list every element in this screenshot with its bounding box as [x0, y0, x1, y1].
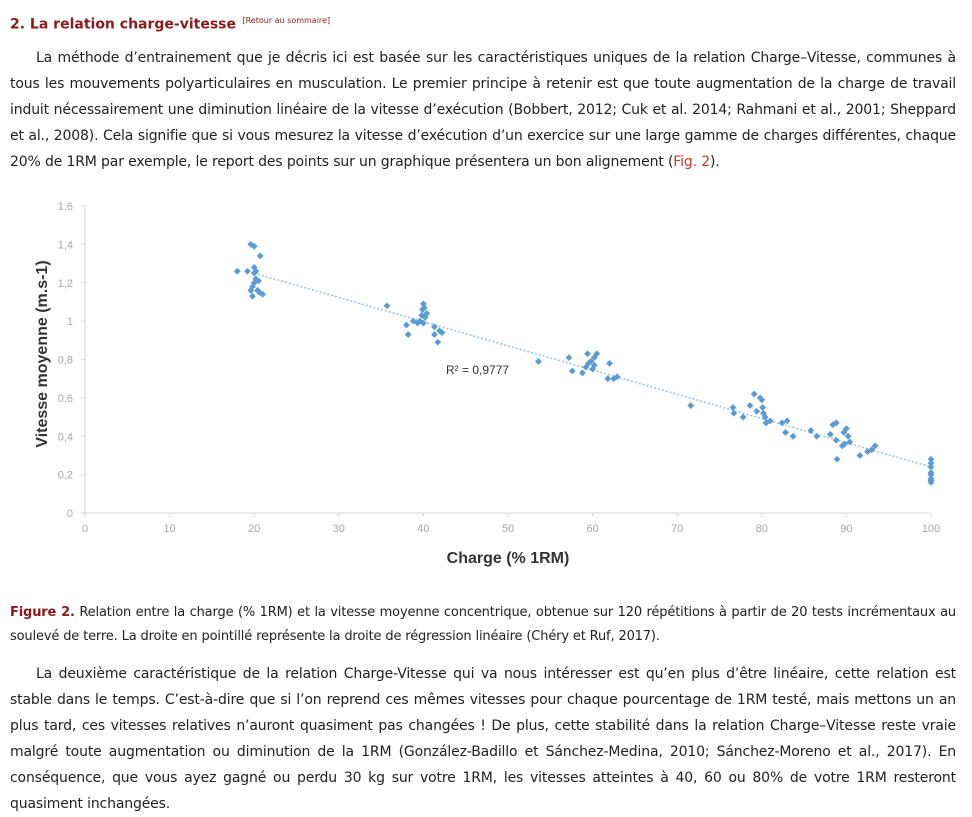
chart-data-point: [566, 354, 573, 361]
chart-data-point: [403, 322, 410, 329]
chart-data-point: [751, 391, 758, 398]
chart-x-tick-label: 70: [671, 523, 684, 535]
chart-x-tick-label: 100: [921, 523, 941, 535]
chart-y-axis-title: Vitesse moyenne (m.s-1): [34, 260, 51, 448]
chart-x-tick-label: 10: [163, 523, 176, 535]
section-heading: [10, 11, 330, 35]
chart-data-point: [604, 375, 611, 382]
chart-x-tick-label: 30: [332, 523, 345, 535]
paragraph-2: [10, 661, 956, 817]
paragraph-1-text: La méthode d’entrainement que je décris ici est basée sur les caractéristiques uniques de la relation Charge–Vitesse, communes à tous les mouvements polyarticulaires en musculation. Le premier principe à retenir est que toute augmentation de la charge de travail induit nécessairement une diminution linéaire de la vitesse d’exécution (Bobbert, 2012; Cuk et al. 2014; Rahmani et al., 2001; Sheppard et al., 2008). Cela signifie que si vous mesurez la vitesse d’exécution d’un exercice sur une large gamme de charges différentes, chaque 20% de 1RM par exemple, le report des points sur un graphique présentera un bon alignement (: [10, 50, 956, 170]
back-to-contents-link[interactable]: [Retour au sommaire]: [242, 16, 331, 25]
chart-y-tick-label: 1,6: [57, 201, 73, 213]
chart-x-tick-label: 40: [417, 523, 430, 535]
chart-y-tick-label: 0,2: [57, 469, 73, 482]
chart-data-point: [790, 433, 797, 440]
chart-x-tick-label: 50: [501, 523, 515, 535]
chart-data-point: [579, 370, 586, 377]
section-title: 2. La relation charge-vitesse: [10, 16, 236, 33]
chart-x-tick-label: 80: [755, 523, 768, 535]
figure-caption-label: Figure 2.: [10, 605, 75, 620]
chart-y-tick-label: 1,4: [57, 239, 73, 252]
chart-data-point: [434, 339, 441, 346]
chart-data-point: [257, 252, 264, 259]
chart-data-point: [687, 402, 694, 409]
chart-data-point: [535, 358, 542, 365]
paragraph-1-end: ).: [710, 154, 720, 170]
chart-data-point: [740, 414, 747, 421]
chart-data-point: [857, 452, 864, 459]
chart-data-point: [606, 360, 613, 367]
chart-data-point: [813, 433, 820, 440]
chart-data-point: [584, 350, 591, 357]
chart-data-point: [782, 429, 789, 436]
chart-data-point: [431, 331, 438, 338]
chart-x-tick-label: 0: [81, 523, 89, 535]
chart-data-point: [405, 331, 412, 338]
chart-x-tick-label: 20: [248, 523, 261, 535]
chart-annotation-r2: R² = 0,9777: [446, 363, 510, 377]
charge-vitesse-chart: [28, 194, 948, 584]
chart-y-tick-label: 1: [66, 316, 73, 329]
chart-y-tick-label: 1,2: [57, 277, 73, 290]
chart-y-tick-label: 0,4: [57, 431, 73, 444]
paragraph-2-text: La deuxième caractéristique de la relation Charge-Vitesse qui va nous intéresser est qu’en plus d’être linéaire, cette relation est stable dans le temps. C’est-à-dire que si l’on reprend ces mêmes vitesses pour chaque pourcentage de 1RM testé, mais mettons un an plus tard, ces vitesses relatives n’auront quasiment pas changées ! De plus, cette stabilité dans la relation Charge–Vitesse reste vraie malgré toute augmentation ou diminution de la 1RM (González-Badillo et Sánchez-Medina, 2010; Sánchez-Moreno et al., 2017). En conséquence, que vous ayez gagné ou perdu 30 kg sur votre 1RM, les vitesses atteintes à 40, 60 ou 80% de votre 1RM resteront quasiment inchangées.: [10, 666, 956, 812]
paragraph-1: [10, 45, 956, 175]
chart-data-point: [759, 404, 766, 411]
chart-data-point: [244, 268, 251, 275]
chart-data-point: [834, 456, 841, 463]
chart-y-tick-label: 0,8: [57, 354, 73, 367]
chart-y-tick-label: 0: [66, 508, 73, 520]
figure-caption: [10, 601, 956, 649]
chart-x-tick-label: 60: [586, 523, 599, 535]
figure-caption-text: Relation entre la charge (% 1RM) et la vitesse moyenne concentrique, obtenue sur 120 répétitions à partir de 20 tests incrémentaux au soulevé de terre. La droite en pointillé représente la droite de régression linéaire (Chéry et Ruf, 2017).: [10, 605, 956, 644]
chart-data-point: [833, 437, 840, 444]
chart-points: [234, 241, 935, 486]
figure-2-link[interactable]: Fig. 2: [673, 154, 710, 170]
chart-data-point: [747, 402, 754, 409]
chart-y-tick-label: 0,6: [57, 392, 73, 405]
chart-data-point: [753, 408, 760, 415]
chart-x-axis-title: Charge (% 1RM): [446, 550, 570, 567]
chart-data-point: [569, 368, 576, 375]
chart-data-point: [384, 302, 391, 309]
chart-data-point: [730, 404, 737, 411]
chart-data-point: [234, 268, 241, 275]
chart-x-tick-label: 90: [840, 523, 853, 535]
chart-data-point: [249, 293, 256, 300]
